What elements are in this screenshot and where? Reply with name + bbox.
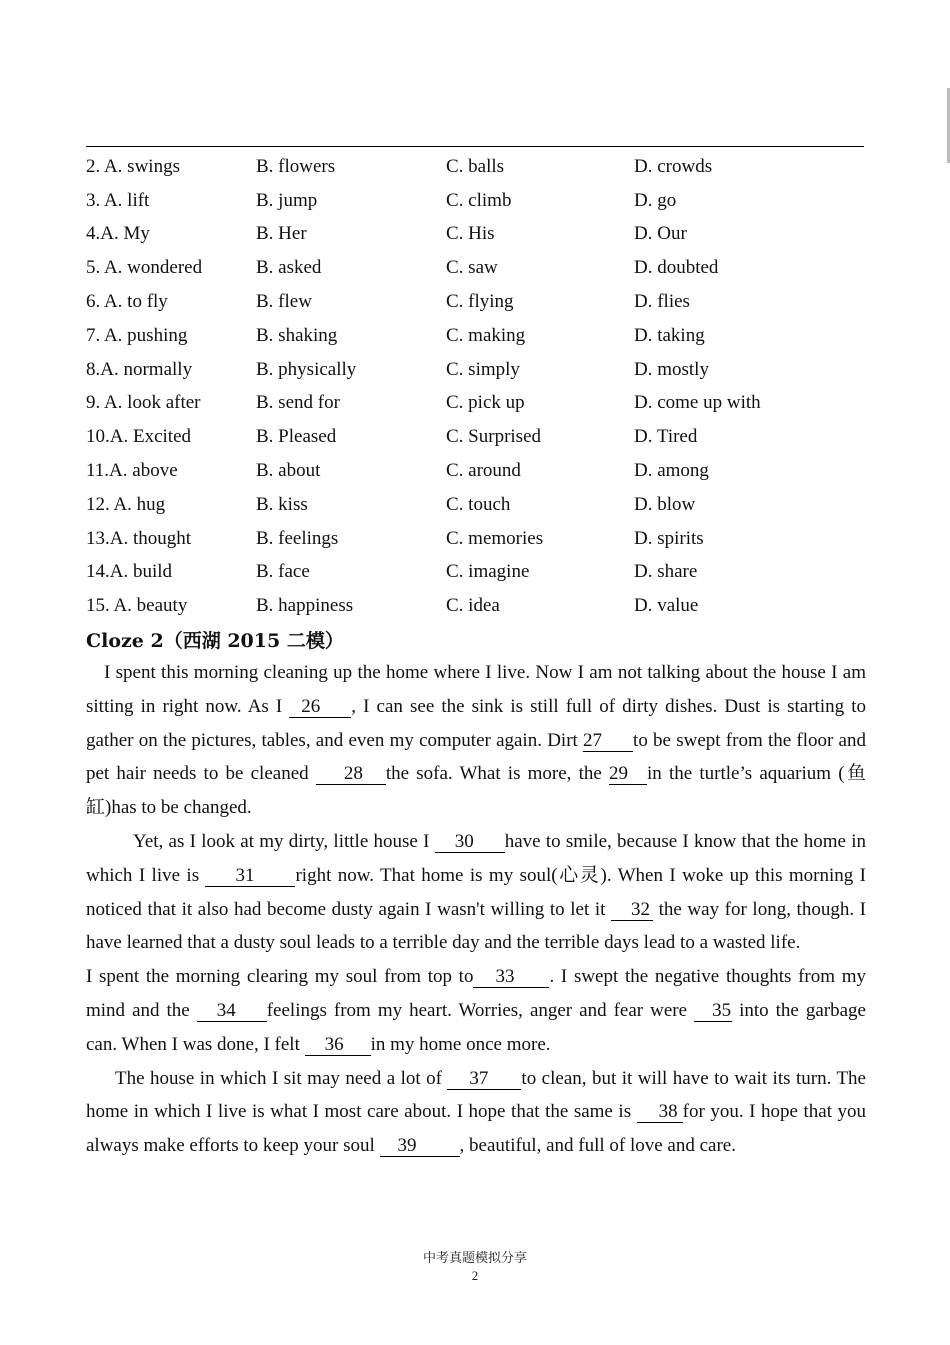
option-d: D. flies — [634, 291, 690, 313]
option-b: B. feelings — [256, 527, 339, 549]
option-a: 8.A. normally — [86, 358, 193, 380]
option-d: D. spirits — [634, 527, 704, 549]
option-b: B. jump — [256, 189, 318, 211]
option-d: D. blow — [634, 493, 696, 515]
option-a: 14.A. build — [86, 561, 173, 583]
option-a: 4.A. My — [86, 223, 150, 245]
option-a: 9. A. look after — [86, 392, 201, 414]
blank-34: 34 — [197, 1001, 267, 1022]
option-b: B. kiss — [256, 493, 308, 515]
option-d: D. Our — [634, 223, 687, 245]
paragraph-2: Yet, as I look at my dirty, little house I 30 have to smile, because I know that the home in which I live is 31 right now. That home is my soul(心灵). When I woke up this morning I noticed that it also had become dusty again I wasn't willing to let it 32 the way for long, though. I have learned that a dusty soul leads to a terrible day and the terrible days lead to a wasted life. — [86, 830, 867, 954]
option-row — [86, 387, 761, 421]
option-c: C. simply — [446, 358, 520, 380]
option-c: C. touch — [446, 493, 511, 515]
option-c: C. idea — [446, 595, 500, 617]
option-b: B. Pleased — [256, 426, 337, 448]
cloze-passage — [86, 656, 866, 1163]
blank-32: 32 — [611, 900, 653, 921]
option-a: 5. A. wondered — [86, 257, 203, 279]
option-row — [86, 184, 761, 218]
option-row — [86, 150, 761, 184]
paragraph-3: I spent the morning clearing my soul from top to 33 . I swept the negative thoughts from my mind and the 34 feelings from my heart. Worries, anger and fear were 35 into the garbage can. When I was done, I felt 36 in my home once more. — [86, 966, 867, 1055]
option-d: D. among — [634, 460, 709, 482]
option-b: B. shaking — [256, 324, 338, 346]
options-table — [86, 150, 761, 623]
option-c: C. making — [446, 324, 526, 346]
blank-27: 27 — [583, 731, 633, 752]
option-d: D. come up with — [634, 392, 761, 414]
option-row — [86, 556, 761, 590]
option-d: D. mostly — [634, 358, 709, 380]
option-a: 7. A. pushing — [86, 324, 188, 346]
blank-26: 26 — [289, 697, 351, 718]
option-b: B. happiness — [256, 595, 354, 617]
option-d: D. crowds — [634, 155, 713, 177]
option-a: 12. A. hug — [86, 493, 166, 515]
option-c: C. memories — [446, 527, 544, 549]
option-c: C. His — [446, 223, 495, 245]
option-d: D. Tired — [634, 426, 698, 448]
option-a: 13.A. thought — [86, 527, 192, 549]
option-c: C. climb — [446, 189, 512, 211]
blank-39: 39 — [380, 1136, 460, 1157]
option-c: C. Surprised — [446, 426, 541, 448]
page-number: 2 — [471, 1268, 479, 1283]
option-d: D. share — [634, 561, 698, 583]
option-b: B. flew — [256, 291, 312, 313]
option-d: D. taking — [634, 324, 705, 346]
option-b: B. about — [256, 460, 321, 482]
option-a: 11.A. above — [86, 460, 178, 482]
option-c: C. balls — [446, 155, 505, 177]
option-c: C. imagine — [446, 561, 530, 583]
blank-36: 36 — [305, 1035, 371, 1056]
option-c: C. flying — [446, 291, 514, 313]
option-b: B. physically — [256, 358, 357, 380]
option-row — [86, 420, 761, 454]
option-b: B. face — [256, 561, 310, 583]
blank-29: 29 — [609, 764, 647, 785]
option-d: D. doubted — [634, 257, 719, 279]
blank-38: 38 — [637, 1102, 683, 1123]
option-row — [86, 319, 761, 353]
option-d: D. go — [634, 189, 677, 211]
option-a: 6. A. to fly — [86, 291, 168, 313]
blank-37: 37 — [447, 1069, 521, 1090]
option-row — [86, 522, 761, 556]
option-c: C. pick up — [446, 392, 525, 414]
blank-33: 33 — [473, 967, 549, 988]
option-row — [86, 218, 761, 252]
blank-35: 35 — [694, 1001, 732, 1022]
option-b: B. flowers — [256, 155, 336, 177]
header-rule — [86, 146, 864, 147]
option-a: 10.A. Excited — [86, 426, 192, 448]
option-row — [86, 589, 761, 623]
option-c: C. saw — [446, 257, 498, 279]
paragraph-1: I spent this morning cleaning up the home where I live. Now I am not talking about the house I am sitting in right now. As I 26 , I can see the sink is still full of dirty dishes. Dust is starting to gather on the pictures, tables, and even my computer again. Dirt 27 to be swept from the floor and pet hair needs to be cleaned 28 the sofa. What is more, the 29 in the turtle’s aquarium (鱼缸)has to be changed. — [86, 662, 867, 819]
option-a: 2. A. swings — [86, 155, 180, 177]
blank-31: 31 — [205, 866, 295, 887]
option-a: 3. A. lift — [86, 189, 150, 211]
option-row — [86, 488, 761, 522]
blank-30: 30 — [435, 832, 505, 853]
option-b: B. Her — [256, 223, 307, 245]
option-row — [86, 285, 761, 319]
option-b: B. send for — [256, 392, 340, 414]
paragraph-4: The house in which I sit may need a lot of 37 to clean, but it will have to wait its turn. The home in which I live is what I most care about. I hope that the same is 38 for you. I hope that you always make efforts to keep your soul 39 , beautiful, and full of love and care. — [86, 1067, 867, 1157]
option-b: B. asked — [256, 257, 322, 279]
footer-text: 中考真题模拟分享 — [422, 1251, 527, 1266]
blank-28: 28 — [316, 764, 386, 785]
option-row — [86, 251, 761, 285]
option-row — [86, 353, 761, 387]
section-heading: Cloze 2（西湖 2015 二模） — [86, 630, 344, 652]
option-row — [86, 454, 761, 488]
option-d: D. value — [634, 595, 699, 617]
option-c: C. around — [446, 460, 521, 482]
option-a: 15. A. beauty — [86, 595, 188, 617]
